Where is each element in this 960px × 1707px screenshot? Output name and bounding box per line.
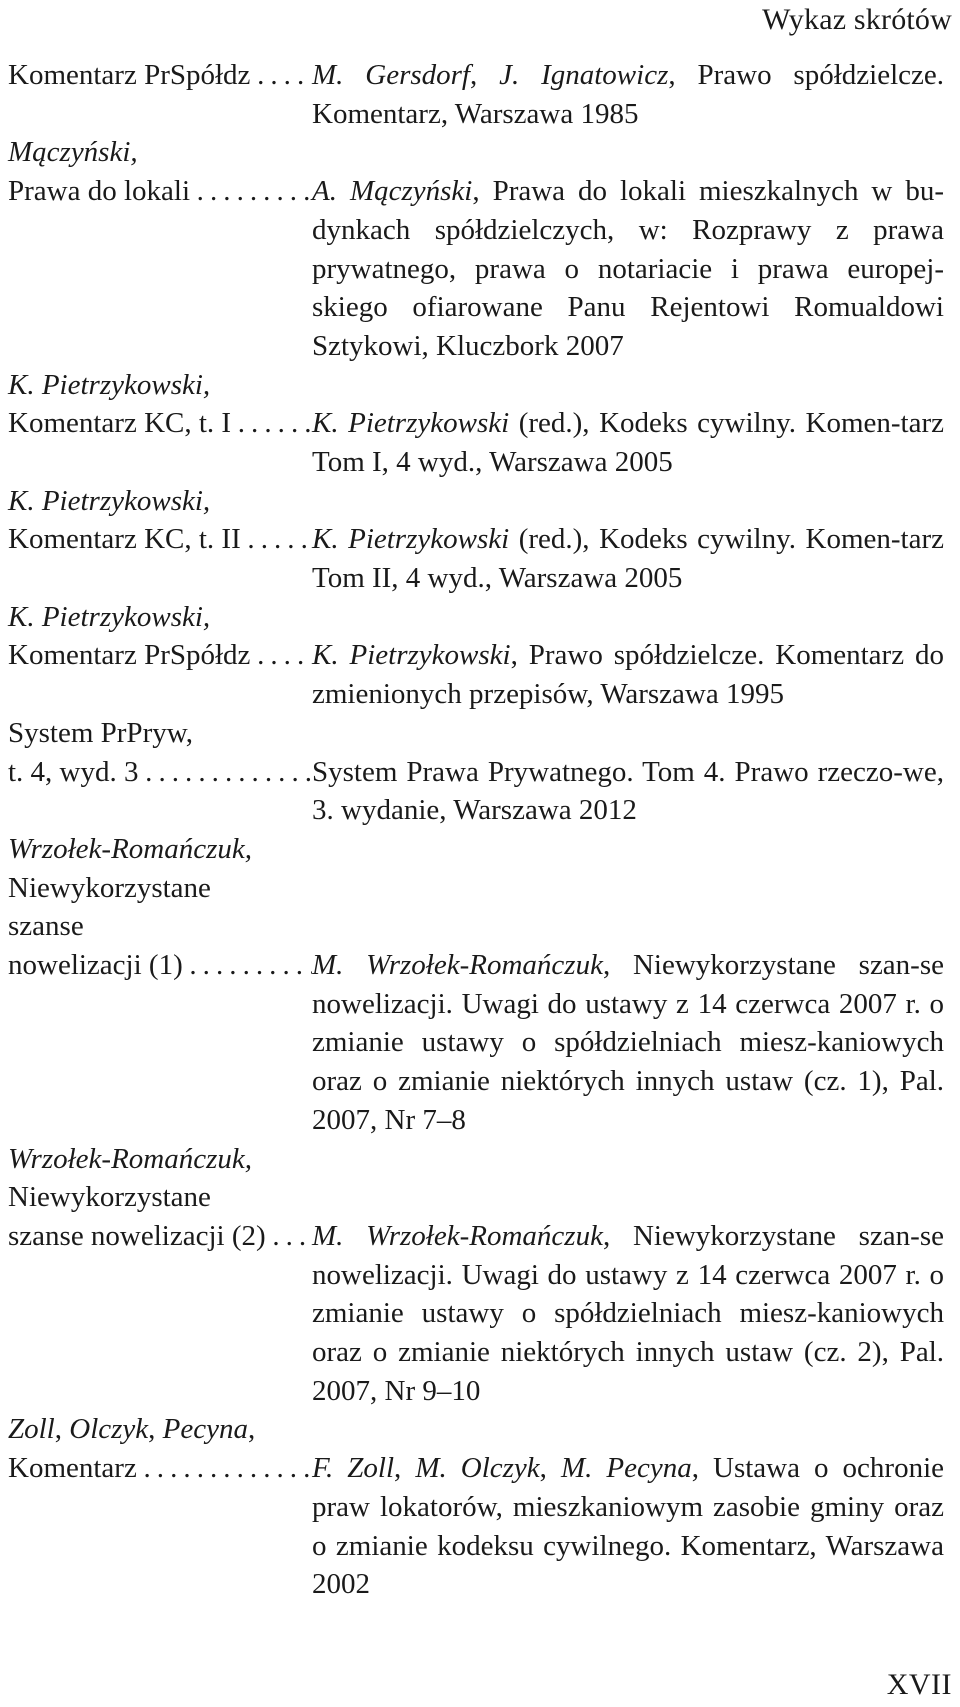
description-part: (red.), Kodeks cywilny. Komen-tarz Tom I, 4 wyd., Warszawa 2005 [312,407,944,478]
description-part: M. Gersdorf [312,59,470,91]
abbreviation-row [8,404,952,481]
abbreviation-key-text: Prawa do lokali [8,175,191,208]
description-part: , Prawa do lokali mieszkalnych w bu-dynkach spółdzielczych, w: Rozprawy z prawa prywatnego, prawa o notariacie i prawa europej-skiego ofiarowane Panu Rejentowi Romualdowi Sztykowi, Kluczbork 2007 [312,175,944,362]
abbreviation-row [8,1217,952,1411]
abbreviation-entry [8,1410,952,1604]
abbreviation-entry [8,714,952,830]
description-part: M. Olczyk [415,1452,540,1485]
description-part: J. Ignatowicz [499,59,669,91]
abbreviation-entry [8,482,952,598]
abbreviation-key-text: nowelizacji (1) [8,949,183,982]
abbreviation-key [8,1217,312,1256]
abbreviation-key-line [8,1140,952,1179]
abbreviation-key [8,753,312,792]
abbreviation-key-part: Niewykorzystane [8,871,211,904]
abbreviation-key-text: Komentarz PrSpółdz [8,59,251,91]
abbreviation-key-text: Komentarz KC, t. I [8,407,232,440]
abbreviation-row [8,520,952,597]
abbreviation-key-part: , [248,1413,256,1446]
abbreviation-key-part: Wrzołek-Romańczuk, [8,1142,253,1175]
abbreviation-row [8,753,952,830]
abbreviation-key-line [8,366,952,405]
abbreviation-key [8,172,312,211]
abbreviation-key-part: Wrzołek-Romańczuk, [8,832,253,865]
abbreviation-key-part: K. Pietrzykowski, [8,368,211,401]
abbreviation-key [8,1449,312,1488]
abbreviation-description [312,1217,952,1411]
description-part: M. Wrzołek-Romańczuk [312,1219,603,1252]
description-part: A. Mączyński [312,175,473,208]
abbreviation-key-part: Olczyk [69,1413,149,1446]
abbreviation-key-part: Zoll [8,1413,55,1446]
description-part: , [539,1452,561,1485]
abbreviation-key-line [8,133,952,172]
description-part: , Prawo spółdzielcze. Komentarz do zmienionych przepisów, Warszawa 1995 [312,639,945,711]
abbreviation-description [312,753,952,830]
abbreviation-list [8,56,952,1604]
abbreviation-key-line [8,907,952,946]
leader-dots [137,1452,312,1484]
abbreviation-key-line [8,830,952,869]
leader-dots [250,639,312,671]
abbreviation-key-line [8,869,952,908]
description-part: System Prawa Prywatnego. Tom 4. Prawo rzeczo-we, 3. wydanie, Warszawa 2012 [312,755,944,827]
description-part: (red.), Kodeks cywilny. Komen-tarz Tom II, 4 wyd., Warszawa 2005 [312,523,944,595]
abbreviation-entry [8,133,952,365]
abbreviation-description [312,1449,952,1604]
abbreviation-key [8,56,312,95]
abbreviation-description [312,520,952,597]
abbreviation-key-line [8,714,952,753]
abbreviation-row [8,172,952,366]
abbreviation-key-part: System PrPryw, [8,716,194,749]
description-part: K. Pietrzykowski [312,523,510,556]
description-part: , Niewykorzystane szan-se nowelizacji. Uwagi do ustawy z 14 czerwca 2007 r. o zmianie ustawy o spółdzielniach miesz-kaniowych oraz o zmianie niektórych innych ustaw (cz. 2), Pal. 2007, Nr 9–10 [312,1219,944,1407]
description-part: , Niewykorzystane szan-se nowelizacji. Uwagi do ustawy z 14 czerwca 2007 r. o zmianie ustawy o spółdzielniach miesz-kaniowych oraz o zmianie niektórych innych ustaw (cz. 1), Pal. 2007, Nr 7–8 [312,949,944,1136]
abbreviation-row [8,1449,952,1604]
abbreviation-entry [8,1140,952,1411]
abbreviation-key-text: Komentarz [8,1452,137,1485]
running-header: Wykaz skrótów [762,3,952,36]
abbreviation-key-part: K. Pietrzykowski, [8,484,211,517]
leader-dots [231,407,312,439]
description-part: F. Zoll [312,1452,395,1485]
abbreviation-row [8,946,952,1140]
description-part: , Prawo spółdzielcze. Komentarz, Warszawa 1985 [312,59,944,130]
abbreviation-key-part: szanse [8,910,84,943]
description-part: M. Pecyna [560,1452,692,1485]
leader-dots [241,523,312,555]
leader-dots [266,1220,312,1252]
abbreviation-key-part: , [54,1413,70,1446]
abbreviation-key-part: Mączyński, [8,136,138,169]
abbreviation-key-text: t. 4, wyd. 3 [8,755,139,788]
abbreviation-description [312,404,952,481]
abbreviation-key [8,404,312,443]
page-number: XVII [886,1668,952,1701]
abbreviation-key-text: szanse nowelizacji (2) [8,1219,266,1252]
abbreviation-description [312,636,952,713]
abbreviation-entry [8,830,952,1140]
abbreviation-row [8,636,952,713]
leader-dots [250,59,312,91]
description-part: , Ustawa o ochronie praw lokatorów, mieszkaniowym zasobie gminy oraz o zmianie kodeksu cywilnego. Komentarz, Warszawa 2002 [312,1452,945,1601]
abbreviation-key-part: Niewykorzystane [8,1181,211,1214]
abbreviation-key-line [8,1410,952,1449]
description-part: K. Pietrzykowski [312,407,510,440]
abbreviation-key-line [8,598,952,637]
abbreviation-key [8,946,312,985]
abbreviation-key-line [8,1178,952,1217]
abbreviation-entry [8,366,952,482]
abbreviation-key-line [8,482,952,521]
abbreviation-key-text: Komentarz KC, t. II [8,523,241,556]
description-part: K. Pietrzykowski [312,639,511,672]
abbreviation-key-part: K. Pietrzykowski, [8,600,211,633]
abbreviation-key [8,520,312,559]
abbreviation-description [312,946,952,1140]
abbreviation-entry [8,598,952,714]
abbreviation-entry [8,56,952,133]
description-part: , [394,1452,416,1485]
abbreviation-key [8,636,312,675]
abbreviation-key-part: Pecyna [162,1413,248,1446]
description-part: , [470,59,500,91]
description-part: M. Wrzołek-Romańczuk [312,949,603,982]
abbreviation-description [312,56,952,133]
leader-dots [183,949,312,981]
leader-dots [139,756,313,788]
abbreviation-row [8,56,952,133]
abbreviation-key-part: , [148,1413,163,1446]
leader-dots [190,175,312,207]
abbreviation-description [312,172,952,366]
abbreviation-key-text: Komentarz PrSpółdz [8,639,251,672]
